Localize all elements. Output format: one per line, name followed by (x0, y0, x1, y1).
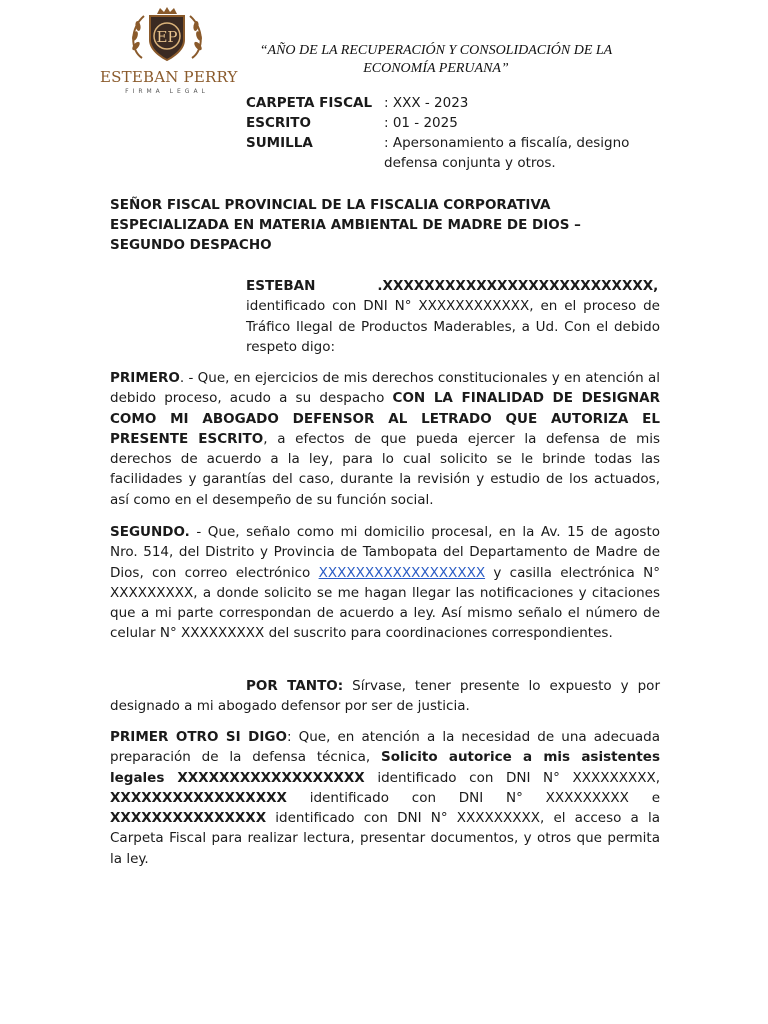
otrosi-bold-1: Solicito autorice a mis asistentes legales XXXXXXXXXXXXXXXXXX (110, 749, 660, 786)
escrito-value: : 01 - 2025 (384, 115, 458, 131)
otrosi-text-3: identificado con DNI N° XXXXXXXXX e (286, 789, 660, 806)
escrito-label: ESCRITO (246, 115, 311, 131)
por-tanto-text: Sírvase, tener presente lo expuesto y por designado a mi abogado defensor por ser de justicia. (110, 678, 660, 715)
sumilla-value: : Apersonamiento a fiscalía, designo defensa conjunta y otros. (384, 135, 630, 171)
intro-text: identificado con DNI N° XXXXXXXXXXXX, en el proceso de Tráfico Ilegal de Productos Maderables, a Ud. Con el debido respeto digo: (246, 298, 660, 355)
addressee-heading: SEÑOR FISCAL PROVINCIAL DE LA FISCALIA CORPORATIVA ESPECIALIZADA EN MATERIA AMBIENTAL DE MADRE DE DIOS – SEGUNDO DESPACHO (110, 197, 581, 253)
logo-brand-name: ESTEBAN PERRY (100, 68, 238, 86)
logo-subtitle: FIRMA LEGAL (125, 88, 209, 95)
otrosi-text-2: identificado con DNI N° XXXXXXXXX, (364, 769, 660, 786)
primero-paragraph (110, 368, 660, 510)
firm-logo (100, 6, 238, 98)
laurel-emblem-icon (100, 6, 234, 68)
por-tanto-label: POR TANTO: (246, 678, 344, 694)
segundo-text-2: y casilla electrónica N° XXXXXXXXX, a donde solicito se me hagan llegar las notificaciones y citaciones que a mi parte correspondan de acuerdo a ley. Así mismo señalo el número de celular N° XXXXXXXXX del suscrito para coordinaciones correspondientes. (110, 564, 660, 642)
year-motto: “AÑO DE LA RECUPERACIÓN Y CONSOLIDACIÓN DE LA ECONOMÍA PERUANA” (259, 43, 613, 76)
client-last-name: .XXXXXXXXXXXXXXXXXXXXXXXXXX, (377, 278, 659, 294)
por-tanto-paragraph (110, 676, 660, 717)
otrosi-paragraph (110, 727, 660, 869)
sumilla-label: SUMILLA (246, 135, 313, 151)
email-link[interactable]: XXXXXXXXXXXXXXXXXX (318, 564, 486, 581)
otrosi-bold-2: XXXXXXXXXXXXXXXXX (110, 789, 287, 806)
carpeta-label: CARPETA FISCAL (246, 95, 373, 111)
logo-initials: EP (156, 28, 178, 46)
segundo-text-1: - Que, señalo como mi domicilio procesal, en la Av. 15 de agosto Nro. 514, del Distrito y Provincia de Tambopata del Departamento de Madre de Dios, con correo electrónico (110, 524, 660, 581)
carpeta-value: : XXX - 2023 (384, 95, 469, 111)
intro-paragraph (246, 276, 660, 357)
otrosi-label: PRIMER OTRO SI DIGO (110, 729, 287, 745)
otrosi-bold-3: XXXXXXXXXXXXXXX (110, 810, 267, 827)
otrosi-text-4: identificado con DNI N° XXXXXXXXX, el acceso a la Carpeta Fiscal para realizar lectura, presentar documentos, y otros que permita la ley. (110, 810, 660, 867)
segundo-paragraph (110, 522, 660, 644)
otrosi-text-1: : Que, en atención a la necesidad de una adecuada preparación de la defensa técnica, (110, 729, 660, 766)
primero-bold: CON LA FINALIDAD DE DESIGNAR COMO MI ABOGADO DEFENSOR AL LETRADO QUE AUTORIZA EL PRESENTE ESCRITO (110, 390, 660, 447)
primero-label: PRIMERO (110, 370, 180, 386)
segundo-label: SEGUNDO. (110, 524, 190, 540)
primero-text-2: , a efectos de que pueda ejercer la defensa de mis derechos de acuerdo a la ley, para lo cual solicito se le brinde todas las facilidades y garantías del caso, durante la revisión y estudio de los actuados, así como en el desempeño de su función social. (110, 430, 661, 508)
client-first-name: ESTEBAN (246, 278, 316, 294)
primero-text-1: . - Que, en ejercicios de mis derechos constitucionales y en atención al debido proceso, acudo a su despacho (110, 370, 660, 407)
